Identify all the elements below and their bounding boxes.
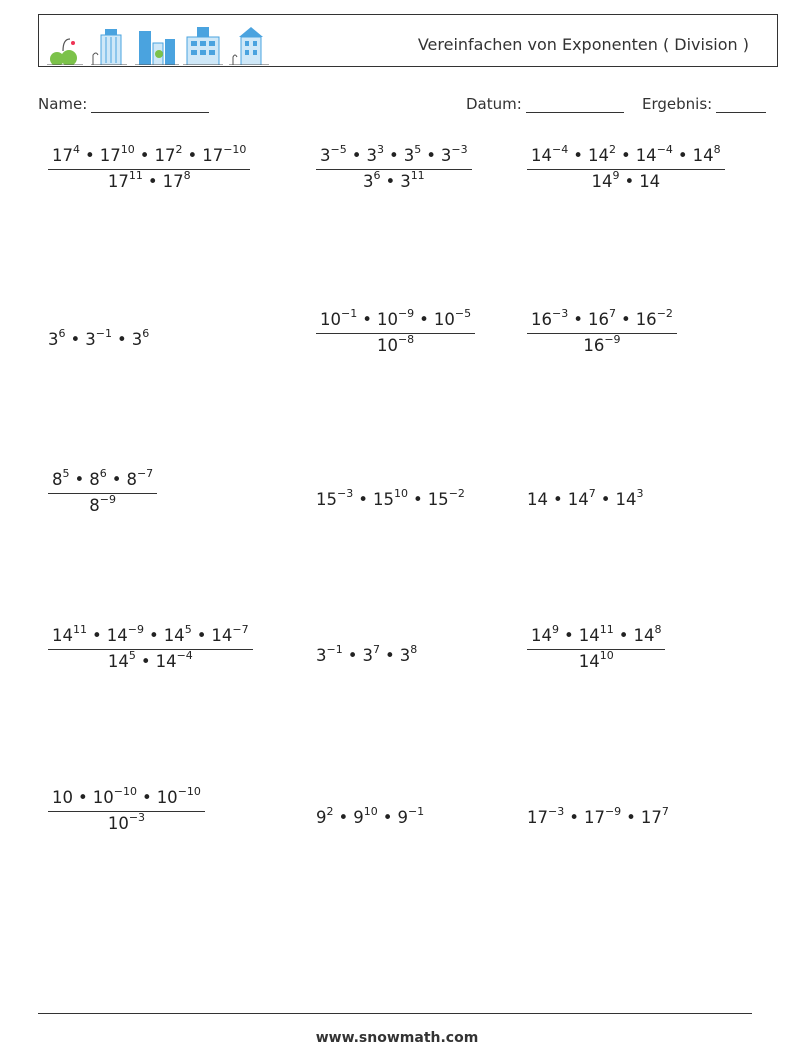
power-term: $17^{10}$	[99, 143, 135, 165]
power-term: $10^{-5}$	[433, 307, 472, 329]
result-field[interactable]	[642, 95, 766, 113]
footer-url: www.snowmath.com	[315, 1030, 479, 1046]
power-term: $17^{-9}$	[583, 805, 622, 827]
numerator: $14^9$ • $14^{11}$ • $14^8$	[527, 626, 665, 650]
power-term: $3^8$	[399, 643, 418, 665]
power-term: $14^{11}$	[578, 623, 614, 645]
result-label: Ergebnis:	[642, 95, 713, 113]
problem-8	[316, 487, 465, 509]
numerator: $17^4$ • $17^{10}$ • $17^2$ • $17^{-10}$	[48, 146, 250, 170]
office-building-icon	[183, 27, 223, 65]
problem-2	[316, 143, 472, 191]
footer-divider	[38, 1013, 752, 1014]
power-term: $14^8$	[692, 143, 721, 165]
power-term: $17^{-10}$	[202, 143, 247, 165]
power-term: $14^3$	[615, 487, 644, 509]
power-term: $10^{-1}$	[320, 307, 358, 329]
power-term: $16^{-2}$	[635, 307, 673, 329]
power-term: 10	[52, 788, 73, 807]
numerator: $8^5$ • $8^6$ • $8^{-7}$	[48, 470, 157, 494]
power-term: $14^7$	[567, 487, 596, 509]
power-term: $14^5$	[163, 623, 192, 645]
power-term: $3^6$	[362, 169, 381, 191]
power-term: $8^{-7}$	[126, 467, 154, 489]
power-term: $14^{11}$	[52, 623, 87, 645]
power-term: $17^{-3}$	[527, 805, 565, 827]
house-building-icon	[229, 27, 269, 65]
power-term: $9^2$	[316, 805, 334, 827]
power-term: $10^{-10}$	[156, 785, 201, 807]
denominator: $17^{11}$ • $17^8$	[107, 169, 191, 191]
fraction	[316, 307, 475, 355]
power-term: $3^6$	[48, 327, 66, 349]
worksheet-title: Vereinfachen von Exponenten ( Division )	[417, 35, 749, 54]
power-term: $16^7$	[587, 307, 616, 329]
problem-3	[527, 143, 725, 191]
problem-5	[316, 307, 475, 355]
expression: $9^2$ • $9^{10}$ • $9^{-1}$	[316, 805, 425, 827]
power-term: $10^{-3}$	[107, 811, 146, 833]
power-term: $3^{-1}$	[316, 643, 343, 665]
power-term: $8^5$	[52, 467, 70, 489]
power-term: $14^9$	[591, 169, 620, 191]
fraction	[48, 785, 205, 833]
power-term: $10^{-8}$	[376, 333, 415, 355]
date-label: Datum:	[466, 95, 522, 113]
problem-10	[48, 623, 253, 671]
power-term: $14^{-4}$	[155, 649, 193, 671]
power-term: $17^{11}$	[107, 169, 143, 191]
power-term: $10^{-9}$	[376, 307, 415, 329]
denominator: $3^6$ • $3^{11}$	[362, 169, 425, 191]
power-term: $15^{-3}$	[316, 487, 354, 509]
problem-6	[527, 307, 677, 355]
power-term: $15^{10}$	[372, 487, 408, 509]
numerator: $16^{-3}$ • $16^7$ • $16^{-2}$	[527, 310, 677, 334]
power-term: $14^{-4}$	[531, 143, 569, 165]
expression: $17^{-3}$ • $17^{-9}$ • $17^7$	[527, 805, 669, 827]
problem-14	[316, 805, 425, 827]
city-logo-icon	[43, 21, 273, 65]
numerator: 10 • $10^{-10}$ • $10^{-10}$	[48, 788, 205, 812]
power-term: $14^{-7}$	[211, 623, 249, 645]
name-label: Name:	[38, 95, 88, 113]
problem-9	[527, 487, 644, 509]
power-term: $15^{-2}$	[427, 487, 465, 509]
problem-12	[527, 623, 665, 671]
expression: 14 • $14^7$ • $14^3$	[527, 487, 644, 509]
power-term: $16^{-9}$	[583, 333, 621, 355]
power-term: $14^{-9}$	[106, 623, 144, 645]
problem-15	[527, 805, 669, 827]
fraction	[527, 623, 665, 671]
fraction	[48, 623, 253, 671]
power-term: $16^{-3}$	[531, 307, 569, 329]
power-term: $14^{-4}$	[635, 143, 673, 165]
power-term: $3^5$	[403, 143, 422, 165]
denominator	[527, 334, 677, 355]
problem-11	[316, 643, 418, 665]
power-term: $14^8$	[633, 623, 662, 645]
numerator: $10^{-1}$ • $10^{-9}$ • $10^{-5}$	[316, 310, 475, 334]
expression: $15^{-3}$ • $15^{10}$ • $15^{-2}$	[316, 487, 465, 509]
power-term: $10^{-10}$	[92, 785, 137, 807]
power-term: $14^2$	[587, 143, 616, 165]
power-term: $3^{-1}$	[85, 327, 112, 349]
date-field[interactable]	[466, 95, 624, 113]
problem-1	[48, 143, 250, 191]
power-term: $9^{-1}$	[397, 805, 425, 827]
fraction	[527, 307, 677, 355]
power-term: 14	[639, 172, 661, 191]
power-term: $3^{-3}$	[440, 143, 468, 165]
power-term: $3^{11}$	[400, 169, 425, 191]
denominator: $14^5$ • $14^{-4}$	[107, 649, 193, 671]
denominator: $14^9$ • 14	[591, 169, 661, 191]
problem-13	[48, 785, 205, 833]
power-term: $14^9$	[531, 623, 559, 645]
fraction	[48, 143, 250, 191]
power-term: $17^2$	[154, 143, 183, 165]
problem-7	[48, 467, 157, 515]
power-term: $14^5$	[107, 649, 136, 671]
fraction	[48, 467, 157, 515]
power-term: $17^7$	[640, 805, 669, 827]
name-field[interactable]	[38, 95, 209, 113]
fraction	[316, 143, 472, 191]
power-term: 14	[527, 490, 548, 509]
expression: $3^{-1}$ • $3^7$ • $3^8$	[316, 643, 418, 665]
buildings-icon	[135, 31, 179, 65]
power-term: $8^{-9}$	[89, 493, 116, 515]
denominator	[527, 650, 665, 671]
power-term: $17^8$	[162, 169, 191, 191]
power-term: $14^{10}$	[578, 649, 614, 671]
power-term: $8^6$	[89, 467, 107, 489]
denominator	[48, 812, 205, 833]
tower-icon	[91, 29, 127, 65]
numerator: $3^{-5}$ • $3^3$ • $3^5$ • $3^{-3}$	[316, 146, 472, 170]
fraction	[527, 143, 725, 191]
power-term: $9^{10}$	[353, 805, 378, 827]
denominator	[316, 334, 475, 355]
power-term: $3^{-5}$	[320, 143, 347, 165]
expression: $3^6$ • $3^{-1}$ • $3^6$	[48, 327, 150, 349]
power-term: $3^3$	[366, 143, 384, 165]
problem-4	[48, 327, 150, 349]
power-term: $3^7$	[362, 643, 380, 665]
denominator	[48, 494, 157, 515]
power-term: $3^6$	[131, 327, 150, 349]
trees-icon	[47, 39, 83, 65]
numerator: $14^{-4}$ • $14^2$ • $14^{-4}$ • $14^8$	[527, 146, 725, 170]
numerator: $14^{11}$ • $14^{-9}$ • $14^5$ • $14^{-7}$	[48, 626, 253, 650]
power-term: $17^4$	[52, 143, 80, 165]
worksheet-header	[38, 14, 778, 67]
